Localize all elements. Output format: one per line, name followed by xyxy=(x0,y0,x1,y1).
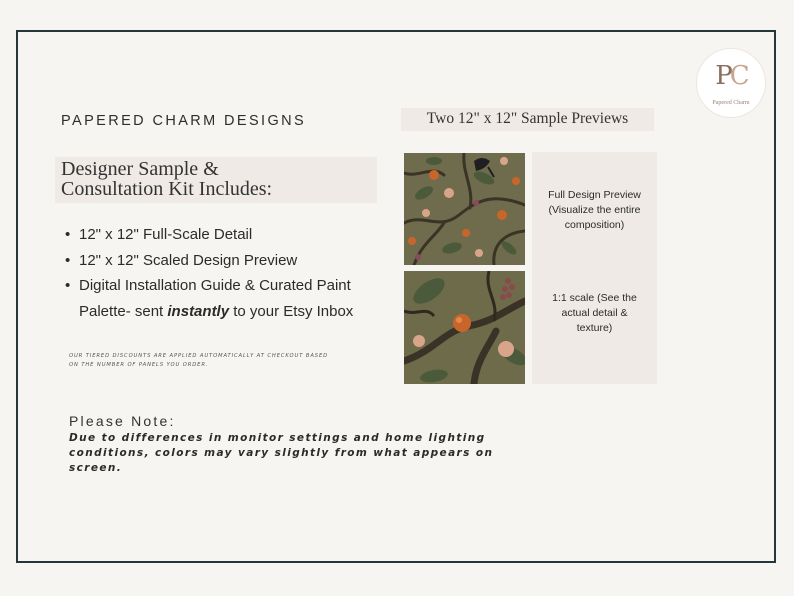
note-label: Please Note: xyxy=(69,413,176,429)
previews-title: Two 12" x 12" Sample Previews xyxy=(426,110,629,127)
logo-letter-p: P xyxy=(715,61,730,91)
previews-title-box xyxy=(401,108,654,131)
kit-item-installation-guide xyxy=(64,273,379,324)
kit-items-list xyxy=(64,222,384,324)
logo-monogram xyxy=(697,61,765,91)
kit-item-3-text: Digital Installation Guide & Curated Paint Palette- sent xyxy=(79,277,351,320)
kit-item-3-emphasis: instantly xyxy=(167,302,230,320)
kit-item-3-text-end: to your Etsy Inbox xyxy=(229,302,354,320)
scale-preview-image xyxy=(404,271,525,384)
kit-title-line-1: Designer Sample & xyxy=(61,158,219,180)
kit-title-line-2: Consultation Kit Includes: xyxy=(61,178,273,200)
logo-subtext: Papered Charm xyxy=(712,100,750,106)
brand-name: PAPERED CHARM DESIGNS xyxy=(61,113,307,129)
full-design-caption: Full Design Preview (Visualize the entire composition) xyxy=(548,189,641,231)
discount-note: OUR TIERED DISCOUNTS ARE APPLIED AUTOMATICALLY AT CHECKOUT BASED ON THE NUMBER OF PANELS YOU ORDER. xyxy=(69,353,329,368)
brand-logo xyxy=(696,48,766,118)
scale-caption: 1:1 scale (See the actual detail & texture) xyxy=(552,292,637,334)
note-text: Due to differences in monitor settings and home lighting conditions, colors may vary slightly from what appears on screen. xyxy=(69,432,494,474)
preview-caption-panel xyxy=(532,152,657,384)
kit-title-box xyxy=(55,157,377,203)
kit-item-full-scale: • 12" x 12" Full-Scale Detail xyxy=(64,222,384,248)
kit-title xyxy=(61,159,272,199)
kit-item-scaled-preview: • 12" x 12" Scaled Design Preview xyxy=(64,248,384,274)
full-design-preview-image xyxy=(404,153,525,265)
logo-letter-c: C xyxy=(729,61,747,91)
